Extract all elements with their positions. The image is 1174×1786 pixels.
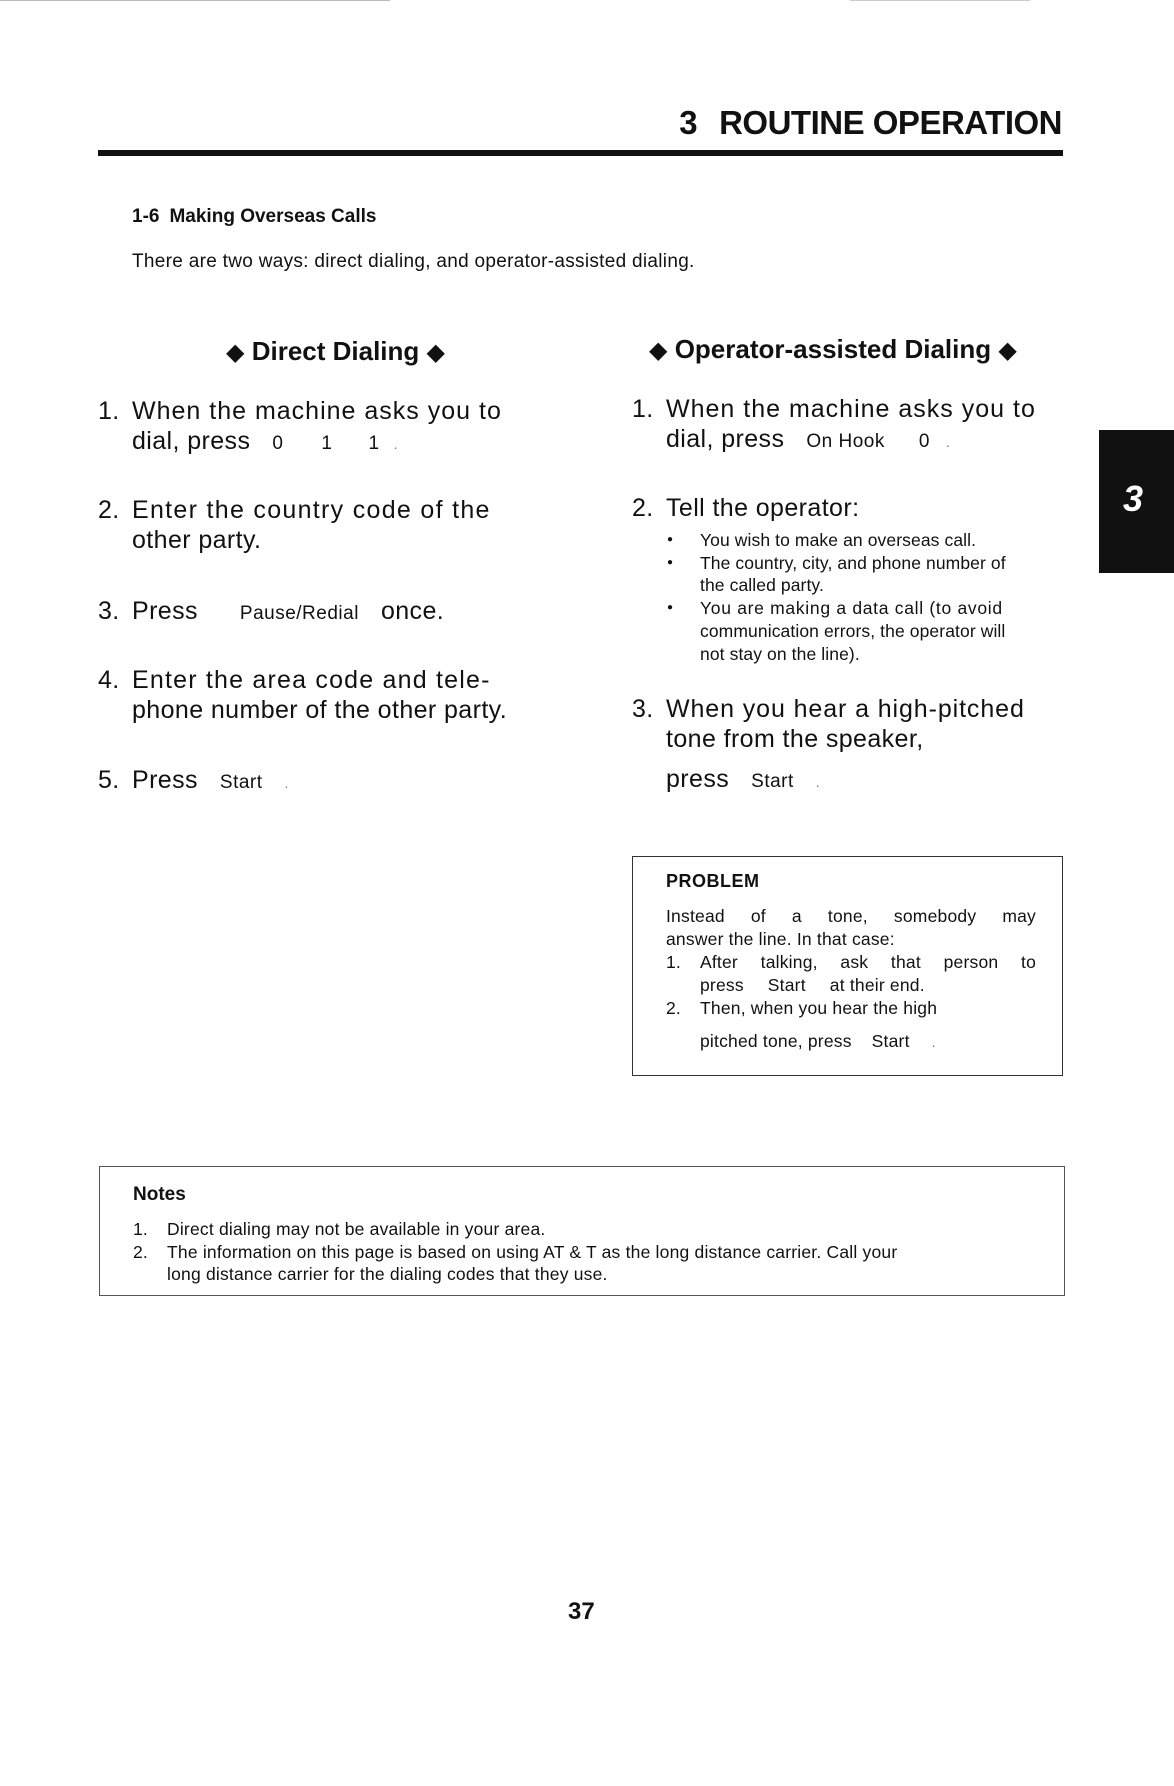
bullet-item: ● You wish to make an overseas call. (666, 529, 1006, 552)
chapter-tab-label: 3 (1123, 478, 1144, 519)
chapter-title (679, 104, 1062, 142)
header-rule (98, 150, 1063, 156)
key-start: Start (219, 772, 263, 793)
key-0: 0 (918, 431, 930, 452)
bullet-item: ● You are making a data call (to avoid communication errors, the operator will not stay on the line). (666, 597, 1006, 665)
section-title-text: Making Overseas Calls (169, 206, 377, 227)
diamond-icon: ◆ (998, 337, 1017, 364)
note-item-2: 2. The information on this page is based on using AT & T as the long distance carrier. Call your long distance carrier for the dialing codes that they use. (133, 1241, 898, 1284)
key-1: 1 (321, 433, 333, 454)
operator-bullet-list (666, 529, 1006, 665)
direct-dialing-heading (226, 336, 445, 367)
operator-assisted-title: Operator-assisted Dialing (674, 334, 992, 364)
key-start: Start (767, 975, 806, 995)
intro-text: There are two ways: direct dialing, and operator-assisted dialing. (132, 251, 695, 272)
chapter-number: 3 (679, 104, 698, 141)
problem-title: PROBLEM (666, 871, 760, 891)
diamond-icon: ◆ (426, 339, 445, 366)
diamond-icon: ◆ (226, 339, 245, 366)
section-title (132, 206, 376, 228)
notes-box (99, 1166, 1065, 1296)
problem-item-1: 1. After talking, ask that person to press Start at their end. (666, 952, 1036, 995)
diamond-icon: ◆ (649, 337, 668, 364)
section-number: 1-6 (132, 206, 160, 227)
key-0: 0 (272, 433, 284, 454)
bullet-item: ● The country, city, and phone number of the called party. (666, 552, 1006, 597)
notes-list (133, 1218, 897, 1286)
dd-step-1-line1: When the machine asks you to (132, 397, 502, 425)
key-start: Start (871, 1031, 910, 1051)
operator-assisted-heading (649, 334, 1017, 365)
key-start: Start (751, 771, 794, 792)
key-on-hook: On Hook (806, 431, 885, 452)
problem-box (632, 856, 1063, 1076)
notes-title: Notes (133, 1184, 186, 1205)
problem-body: Instead of a tone, somebody may answer the line. In that case: 1. After talking, ask that person to press Start at their end. 2. Then, when you hear the high pitched tone, press Start . (666, 905, 1036, 1054)
chapter-tab (1099, 430, 1174, 573)
note-item-1: 1. Direct dialing may not be available in your area. (133, 1219, 546, 1239)
key-pause-redial: Pause/Redial (239, 603, 359, 624)
scan-edge-line-right (850, 0, 1030, 1)
scan-edge-line (0, 0, 390, 1)
problem-item-2: 2. Then, when you hear the high pitched tone, press Start . (666, 998, 938, 1051)
chapter-title-text: ROUTINE OPERATION (719, 104, 1062, 141)
page-number: 37 (568, 1598, 595, 1625)
direct-dialing-title: Direct Dialing (251, 336, 420, 366)
key-1: 1 (368, 433, 380, 454)
